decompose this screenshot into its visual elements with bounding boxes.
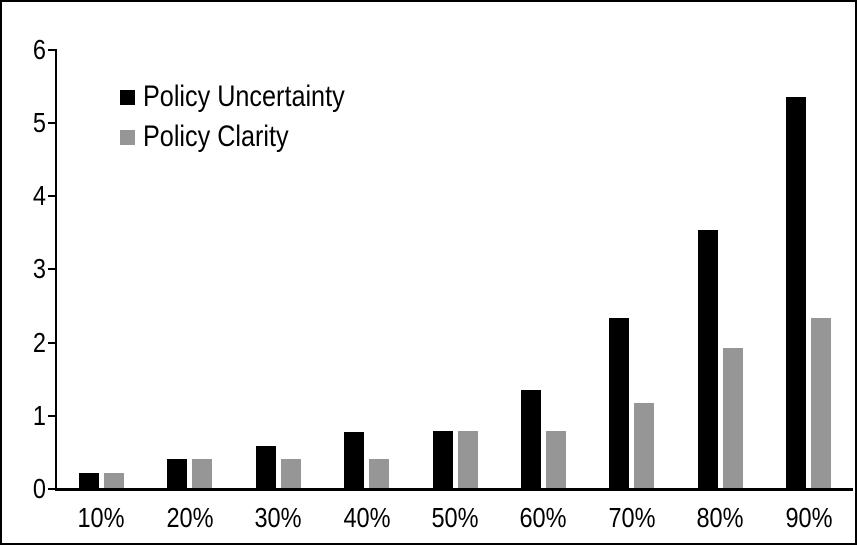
bar-policy-clarity-80% <box>723 348 743 488</box>
bar-policy-uncertainty-10% <box>79 473 99 488</box>
bar-policy-clarity-40% <box>369 459 389 488</box>
legend-swatch-black-square-icon <box>120 90 135 105</box>
bar-policy-clarity-20% <box>192 459 212 488</box>
x-category-label: 40% <box>343 502 391 533</box>
bar-policy-uncertainty-70% <box>609 318 629 488</box>
x-category-label: 90% <box>785 502 833 533</box>
y-tick-label: 3 <box>32 253 46 285</box>
y-tick-label: 6 <box>32 33 46 65</box>
y-tick-mark <box>48 342 57 344</box>
bar-policy-uncertainty-90% <box>786 97 806 488</box>
legend-label: Policy Uncertainty <box>143 80 345 113</box>
legend-swatch-gray-square-icon <box>120 130 135 145</box>
bar-policy-clarity-50% <box>458 431 478 488</box>
x-category-label: 50% <box>431 502 479 533</box>
legend-label: Policy Clarity <box>143 120 289 153</box>
y-tick-mark <box>48 415 57 417</box>
x-category-label: 10% <box>77 502 125 533</box>
bar-policy-clarity-60% <box>546 431 566 488</box>
x-category-label: 60% <box>519 502 567 533</box>
y-tick-label: 1 <box>32 399 46 431</box>
x-category-label: 70% <box>608 502 656 533</box>
y-tick-mark <box>48 49 57 51</box>
legend <box>120 82 383 162</box>
y-tick-label: 4 <box>32 180 46 212</box>
bar-policy-uncertainty-80% <box>698 230 718 488</box>
y-tick-label: 5 <box>32 107 46 138</box>
bar-policy-clarity-70% <box>634 403 654 488</box>
x-axis-line <box>55 488 853 491</box>
legend-item-policy-uncertainty <box>120 82 383 112</box>
bar-policy-uncertainty-60% <box>521 390 541 488</box>
bar-policy-uncertainty-50% <box>433 431 453 488</box>
y-tick-mark <box>48 195 57 197</box>
y-tick-label: 0 <box>32 473 46 504</box>
bar-policy-uncertainty-40% <box>344 432 364 488</box>
bar-policy-uncertainty-30% <box>256 446 276 488</box>
y-tick-mark <box>48 122 57 124</box>
x-category-label: 30% <box>254 502 302 533</box>
legend-item-policy-clarity <box>120 122 383 152</box>
y-tick-mark <box>48 268 57 270</box>
bar-policy-uncertainty-20% <box>167 459 187 488</box>
bar-policy-clarity-30% <box>281 459 301 488</box>
y-tick-label: 2 <box>32 326 46 358</box>
x-category-label: 20% <box>166 502 214 533</box>
x-category-label: 80% <box>696 502 744 533</box>
bar-policy-clarity-10% <box>104 473 124 488</box>
bar-policy-clarity-90% <box>811 318 831 488</box>
y-tick-mark <box>48 488 57 490</box>
